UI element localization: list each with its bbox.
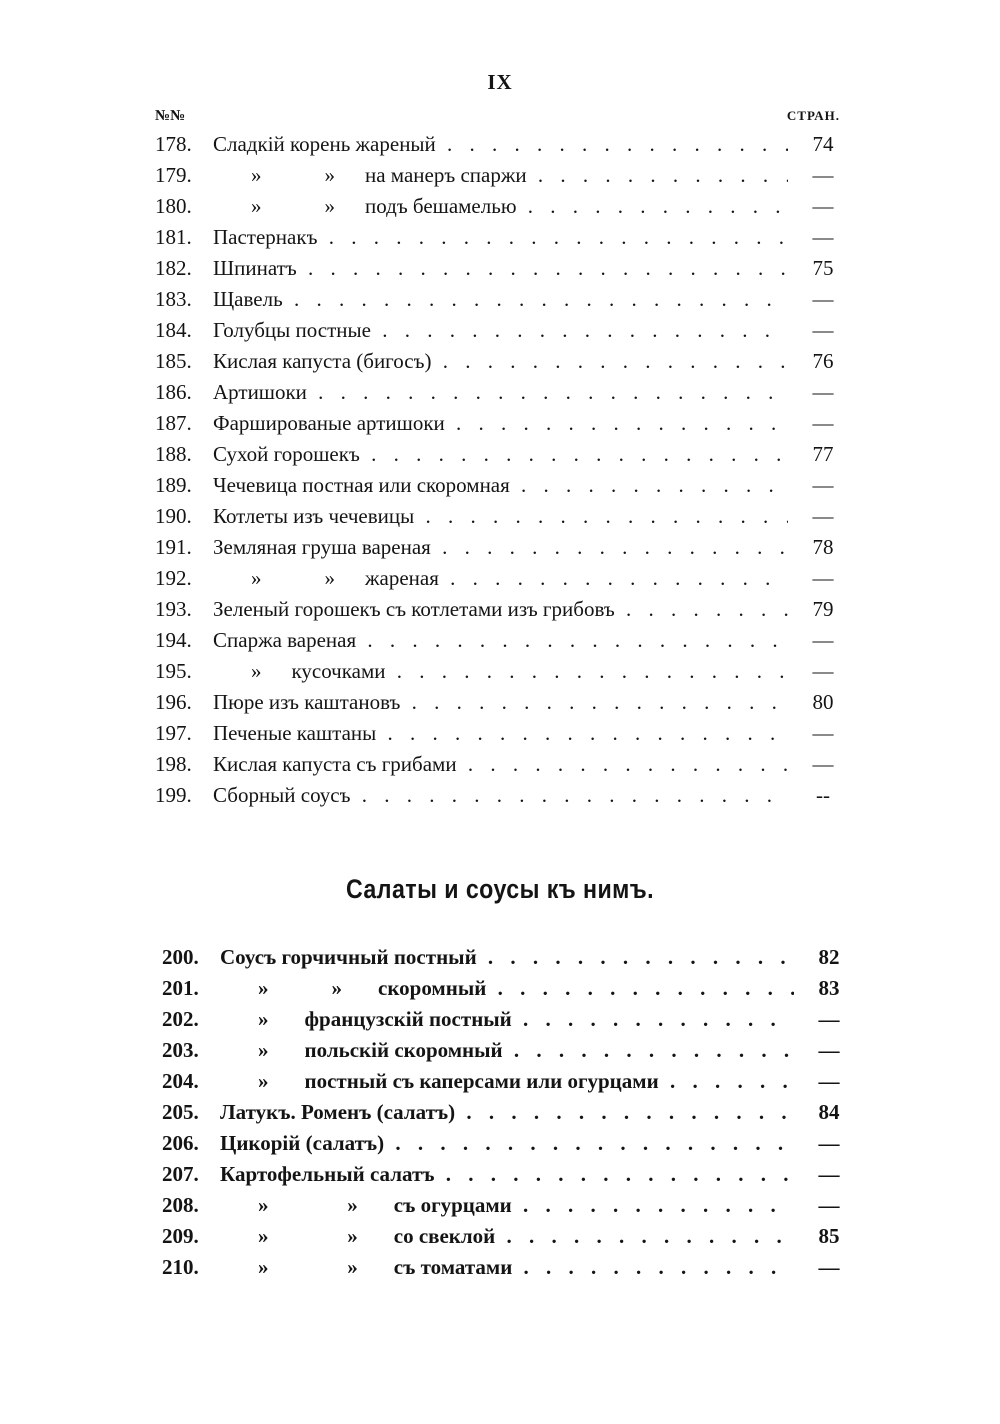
ditto-mark: »	[258, 1069, 269, 1093]
entry-body	[213, 718, 788, 749]
entry-body	[213, 191, 788, 222]
contents-entry	[162, 942, 846, 973]
entry-title: Спаржа вареная	[213, 628, 357, 652]
entry-body	[213, 377, 788, 408]
entry-number: 183.	[155, 287, 192, 311]
entry-body	[213, 284, 788, 315]
entry-page: —	[812, 163, 834, 187]
entry-body	[220, 942, 794, 973]
entry-body	[213, 222, 788, 253]
entry-body	[220, 1097, 794, 1128]
entry-number: 207.	[162, 1162, 199, 1186]
entry-number: 205.	[162, 1100, 199, 1124]
contents-entry	[155, 656, 840, 687]
entry-body	[213, 625, 788, 656]
contents-entry	[155, 439, 840, 470]
entry-number: 191.	[155, 535, 192, 559]
entry-title: кусочками	[291, 659, 386, 683]
entry-title: Сухой горошекъ	[213, 442, 360, 466]
entry-page: 74	[812, 132, 834, 156]
contents-entry	[155, 563, 840, 594]
entry-number: 200.	[162, 945, 199, 969]
entry-title: со свеклой	[393, 1224, 496, 1248]
entry-number: 182.	[155, 256, 192, 280]
entry-title: Печеные каштаны	[213, 721, 377, 745]
entry-title: съ огурцами	[393, 1193, 512, 1217]
entry-number: 190.	[155, 504, 192, 528]
contents-entry	[162, 973, 846, 1004]
entry-page: —	[818, 1069, 840, 1093]
entry-page: —	[812, 318, 834, 342]
contents-entry	[155, 718, 840, 749]
entry-number: 210.	[162, 1255, 199, 1279]
contents-entry	[155, 222, 840, 253]
ditto-mark: »	[251, 659, 262, 683]
entry-number: 199.	[155, 783, 192, 807]
entry-page: —	[812, 473, 834, 497]
column-header-row	[155, 108, 840, 130]
entry-title: польскій скоромный	[304, 1038, 503, 1062]
contents-entry	[162, 1190, 846, 1221]
entry-page: 84	[818, 1100, 840, 1124]
entry-page: 79	[812, 597, 834, 621]
entry-title: скоромный	[378, 976, 487, 1000]
entry-title: Зеленый горошекъ съ котлетами изъ грибовъ	[213, 597, 615, 621]
entry-page: —	[818, 1162, 840, 1186]
entry-body	[213, 656, 788, 687]
entry-title: Котлеты изъ чечевицы	[213, 504, 415, 528]
entry-number: 187.	[155, 411, 192, 435]
entry-title: Пюре изъ каштановъ	[213, 690, 401, 714]
entry-body	[213, 439, 788, 470]
entry-page: —	[818, 1193, 840, 1217]
entry-number: 192.	[155, 566, 192, 590]
entry-page: 76	[812, 349, 834, 373]
entry-page: 80	[812, 690, 834, 714]
entry-number: 196.	[155, 690, 192, 714]
contents-entry	[162, 1066, 846, 1097]
entry-number: 185.	[155, 349, 192, 373]
ditto-mark: » »	[251, 163, 335, 187]
contents-entry	[155, 346, 840, 377]
entry-number: 188.	[155, 442, 192, 466]
entry-page: —	[812, 659, 834, 683]
entry-page: 77	[812, 442, 834, 466]
contents-entry	[155, 625, 840, 656]
entry-number: 203.	[162, 1038, 199, 1062]
entry-body	[220, 1066, 794, 1097]
entry-body	[213, 346, 788, 377]
ditto-mark: » »	[251, 566, 335, 590]
ditto-mark: » »	[258, 1193, 358, 1217]
contents-entry	[162, 1004, 846, 1035]
entry-page: —	[812, 504, 834, 528]
entry-number: 208.	[162, 1193, 199, 1217]
contents-entry	[155, 191, 840, 222]
entry-page: —	[812, 194, 834, 218]
entry-body	[213, 470, 788, 501]
entry-body	[213, 749, 788, 780]
entry-body	[213, 408, 788, 439]
ditto-mark: » »	[258, 1224, 358, 1248]
entry-number: 193.	[155, 597, 192, 621]
entry-number: 201.	[162, 976, 199, 1000]
entry-title: жареная	[365, 566, 439, 590]
entry-body	[220, 1004, 794, 1035]
entry-page: —	[812, 752, 834, 776]
entry-title: Чечевица постная или скоромная	[213, 473, 510, 497]
contents-entry	[155, 594, 840, 625]
entry-number: 206.	[162, 1131, 199, 1155]
entry-title: Пастернакъ	[213, 225, 318, 249]
section-heading-salads: Салаты и соусы къ нимъ.	[345, 874, 655, 904]
contents-entry	[162, 1221, 846, 1252]
entry-number: 198.	[155, 752, 192, 776]
entry-number: 179.	[155, 163, 192, 187]
entry-body	[220, 973, 794, 1004]
contents-entry	[162, 1097, 846, 1128]
entry-title: Фаршированые артишоки	[213, 411, 445, 435]
entry-body	[213, 129, 788, 160]
contents-entry	[155, 470, 840, 501]
contents-entry	[155, 532, 840, 563]
contents-entry	[155, 129, 840, 160]
entry-body	[220, 1190, 794, 1221]
entry-page: —	[812, 225, 834, 249]
entry-page: —	[812, 380, 834, 404]
entry-body	[220, 1221, 794, 1252]
contents-entry	[155, 160, 840, 191]
entry-number: 180.	[155, 194, 192, 218]
ditto-mark: » »	[251, 194, 335, 218]
page-column-header: СТРАН.	[786, 108, 840, 123]
contents-entry	[162, 1159, 846, 1190]
contents-entry	[155, 377, 840, 408]
entry-page: —	[812, 411, 834, 435]
entry-body	[220, 1128, 794, 1159]
entry-title: Артишоки	[213, 380, 307, 404]
entry-title: Сладкій корень жареный	[213, 132, 436, 156]
entry-page: --	[816, 783, 830, 807]
entry-title: Сборный соусъ	[213, 783, 351, 807]
contents-entry	[155, 315, 840, 346]
entry-page: —	[818, 1131, 840, 1155]
entry-body	[220, 1159, 794, 1190]
entry-body	[213, 687, 788, 718]
contents-entry	[155, 780, 840, 811]
contents-entry	[155, 253, 840, 284]
contents-entry	[155, 284, 840, 315]
entry-body	[213, 563, 788, 594]
entry-title: Картофельный салатъ	[220, 1162, 435, 1186]
entry-body	[213, 160, 788, 191]
contents-entry	[155, 501, 840, 532]
contents-list-vegetables	[155, 129, 840, 811]
entry-title: Цикорій (салатъ)	[220, 1131, 385, 1155]
entry-body	[213, 780, 788, 811]
entry-number: 189.	[155, 473, 192, 497]
contents-entry	[162, 1128, 846, 1159]
contents-entry	[155, 749, 840, 780]
entry-page: —	[818, 1255, 840, 1279]
entry-title: Голубцы постные	[213, 318, 371, 342]
entry-number: 181.	[155, 225, 192, 249]
entry-page: —	[812, 721, 834, 745]
entry-title: Соусъ горчичный постный	[220, 945, 477, 969]
entry-page: 75	[812, 256, 834, 280]
entry-body	[220, 1252, 794, 1283]
entry-page: 85	[818, 1224, 840, 1248]
entry-page: 82	[818, 945, 840, 969]
entry-number: 178.	[155, 132, 192, 156]
entry-number: 186.	[155, 380, 192, 404]
entry-page: —	[812, 628, 834, 652]
contents-entry	[155, 687, 840, 718]
entry-title: постный съ каперсами или огурцами	[304, 1069, 659, 1093]
entry-title: на манеръ спаржи	[365, 163, 527, 187]
entry-number: 197.	[155, 721, 192, 745]
entry-page: —	[812, 566, 834, 590]
ditto-mark: » »	[258, 1255, 358, 1279]
entry-page: 78	[812, 535, 834, 559]
entry-body	[213, 532, 788, 563]
number-column-header: №№	[155, 108, 186, 124]
entry-number: 194.	[155, 628, 192, 652]
entry-title: подъ бешамелью	[365, 194, 517, 218]
contents-entry	[162, 1252, 846, 1283]
entry-title: Кислая капуста (бигосъ)	[213, 349, 432, 373]
entry-page: 83	[818, 976, 840, 1000]
entry-title: Земляная груша вареная	[213, 535, 431, 559]
contents-entry	[162, 1035, 846, 1066]
entry-body	[213, 315, 788, 346]
entry-body	[220, 1035, 794, 1066]
entry-title: Шпинатъ	[213, 256, 297, 280]
entry-body	[213, 253, 788, 284]
contents-entry	[155, 408, 840, 439]
entry-number: 204.	[162, 1069, 199, 1093]
entry-body	[213, 594, 788, 625]
entry-title: французскій постный	[304, 1007, 512, 1031]
entry-number: 184.	[155, 318, 192, 342]
entry-title: Щавель	[213, 287, 283, 311]
entry-number: 195.	[155, 659, 192, 683]
entry-number: 202.	[162, 1007, 199, 1031]
entry-number: 209.	[162, 1224, 199, 1248]
entry-title: съ томатами	[393, 1255, 513, 1279]
entry-title: Латукъ. Роменъ (салатъ)	[220, 1100, 456, 1124]
ditto-mark: » »	[258, 976, 342, 1000]
page-number: IX	[487, 70, 513, 94]
entry-title: Кислая капуста съ грибами	[213, 752, 457, 776]
ditto-mark: »	[258, 1038, 269, 1062]
ditto-mark: »	[258, 1007, 269, 1031]
entry-body	[213, 501, 788, 532]
entry-page: —	[818, 1007, 840, 1031]
entry-page: —	[818, 1038, 840, 1062]
entry-page: —	[812, 287, 834, 311]
contents-list-salads	[162, 942, 846, 1283]
